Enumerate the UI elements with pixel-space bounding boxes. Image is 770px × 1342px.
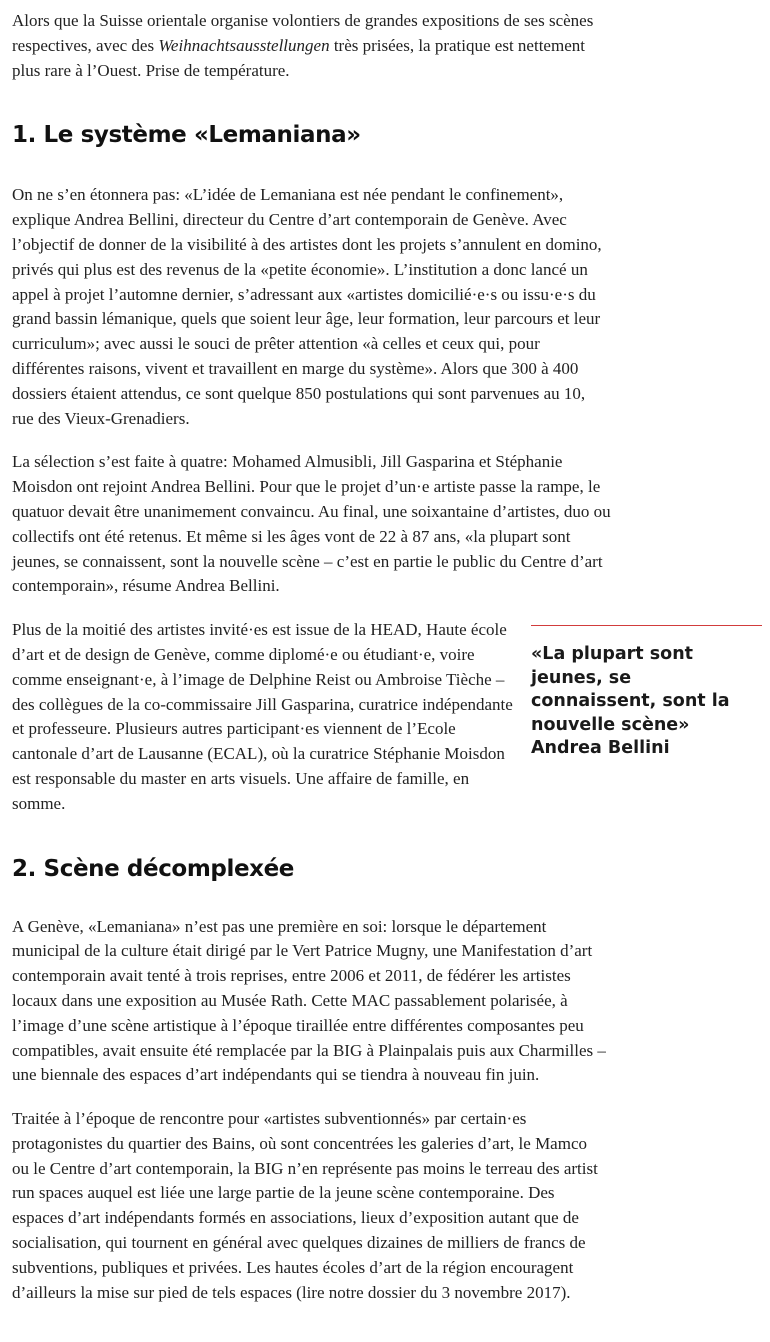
section-2-paragraph-2: Traitée à l’époque de rencontre pour «artistes subventionnés» par certain·es protagonistes du quartier des Bains, où sont concentrées les galeries d’art, le Mamco ou le Centre d’art contemporain, la BIG n’en représente pas moins le terreau des artist run spaces auquel est liée une large partie de la jeune scène contemporaine. Des espaces d’art indépendants formés en associations, lieux d’exposition autant que de socialisation, qui tournent en général avec quelques dizaines de milliers de francs de subventions, publiques et privées. Les hautes écoles d’art de la région encouragent d’ailleurs la mise sur pied de tels espaces (lire notre dossier du 3 novembre 2017).	[12, 1109, 598, 1302]
section-1-heading: 1. Le système «Lemaniana»	[12, 122, 361, 149]
pull-quote: «La plupart sont jeunes, se connaissent, sont la nouvelle scène» Andrea Bellini	[531, 625, 762, 761]
intro-text-start: Alors que la Suisse orientale organise volontiers de grandes expositions de ses scènes respectives, avec des	[12, 11, 594, 55]
section-2-heading: 2. Scène décomplexée	[12, 855, 294, 882]
section-2-paragraph-1: A Genève, «Lemaniana» n’est pas une première en soi: lorsque le département municipal de la culture était dirigé par le Vert Patrice Mugny, une Manifestation d’art contemporain avait tenté à trois reprises, entre 2006 et 2011, de fédérer les artistes locaux dans une exposition au Musée Rath. Cette MAC passablement polarisée, à l’image d’une scène artistique à l’époque tiraillée entre différentes composantes peu compatibles, avait ensuite été remplacée par la BIG à Plainpalais puis aux Charmilles – une biennale des espaces d’art indépendants qui se tiendra à nouveau fin juin.	[12, 916, 606, 1085]
intro-text-end: très prisées, la pratique est nettement plus rare à l’Ouest. Prise de température.	[12, 35, 585, 80]
section-1-paragraph-1: On ne s’en étonnera pas: «L’idée de Lemaniana est née pendant le confinement», explique Andrea Bellini, directeur du Centre d’art contemporain de Genève. Avec l’objectif de donner de la visibilité à des artistes dont les projets s’annulent en domino, privés qui plus est des revenus de la «petite économie». L’institution a donc lancé un appel à projet l’automne dernier, s’adressant aux «artistes domicilié·e·s ou issu·e·s du grand bassin lémanique, quels que soient leur âge, leur formation, leur parcours et leur curriculum»; avec aussi le souci de prêter attention «à celles et ceux qui, pour différentes raisons, vivent et travaillent en marge du système». Alors que 300 à 400 dossiers étaient attendus, ce sont quelque 850 postulations qui sont parvenues au 10, rue des Vieux-Grenadiers.	[12, 185, 602, 428]
section-1-paragraph-3: Plus de la moitié des artistes invité·es est issue de la HEAD, Haute école d’art et de design de Genève, comme diplomé·e ou étudiant·e, voire comme enseignant·e, à l’image de Delphine Reist ou Ambroise Tièche – des collègues de la co-commissaire Jill Gasparina, curatrice indépendante et professeure. Plusieurs autres participant·es viennent de l’Ecole cantonale d’art de Lausanne (ECAL), où la curatrice Stéphanie Moisdon est responsable du master en arts visuels. Une affaire de famille, en somme.	[12, 620, 513, 813]
intro-term: Weihnachtsausstellungen	[158, 35, 330, 55]
section-1-paragraph-2: La sélection s’est faite à quatre: Mohamed Almusibli, Jill Gasparina et Stéphanie Moisdon ont rejoint Andrea Bellini. Pour que le projet d’un·e artiste passe la rampe, le quatuor devait être unanimement convaincu. Au final, une soixantaine d’artistes, duo ou collectifs ont été retenus. Et même si les âges vont de 22 à 87 ans, «la plupart sont jeunes, se connaissent, sont la nouvelle scène – c’est en partie le public du Centre d’art contemporain», résume Andrea Bellini.	[12, 452, 611, 596]
article-intro	[12, 9, 610, 83]
article-body	[12, 0, 612, 1305]
